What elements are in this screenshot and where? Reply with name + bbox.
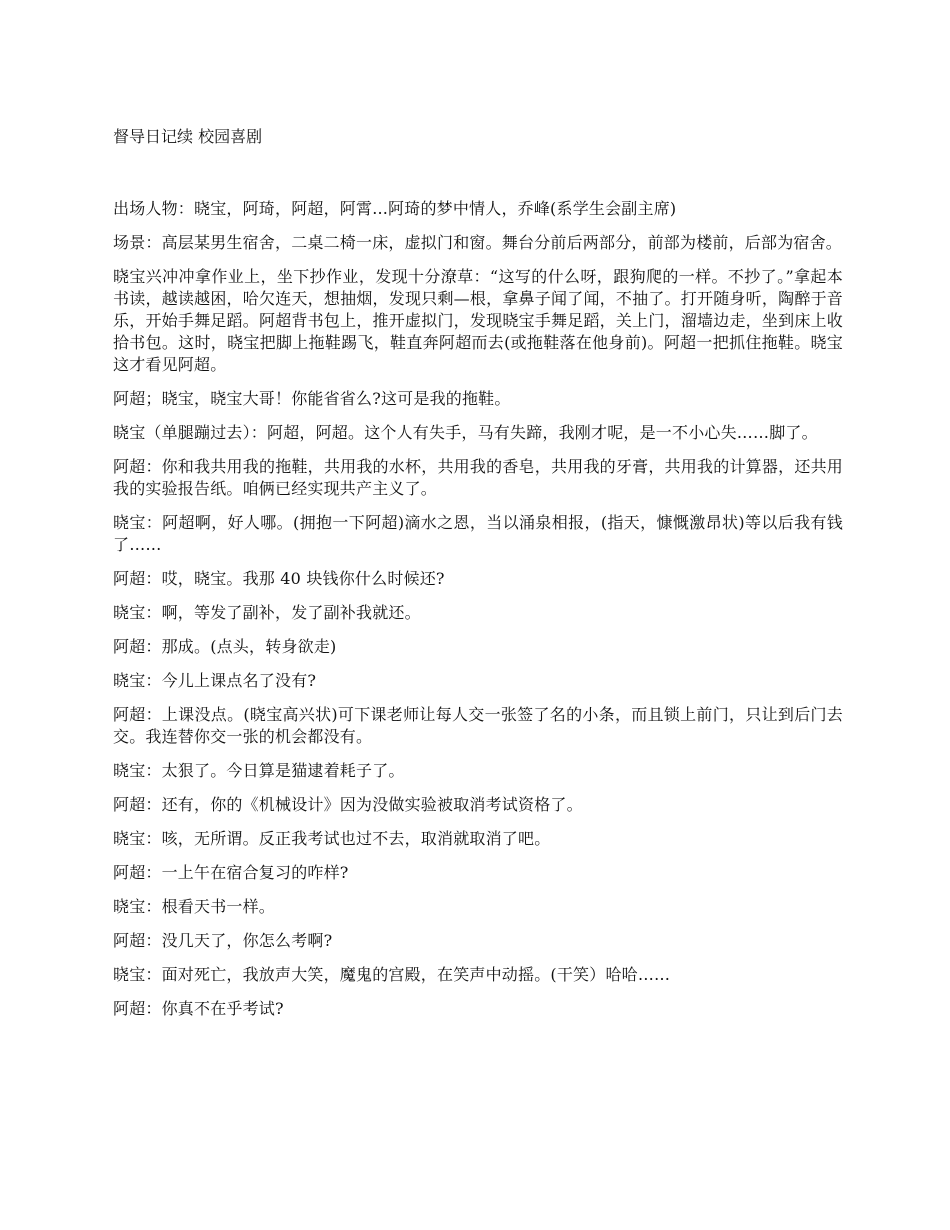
dialogue-line: 阿超：一上午在宿合复习的咋样? <box>113 863 349 882</box>
paragraph-stage-direction: 晓宝兴冲冲拿作业上，坐下抄作业，发现十分潦草：“这写的什么呀，跟狗爬的一样。不抄了。”拿起本书读，越读越困，哈欠连天，想抽烟，发现只剩—根，拿鼻子闻了闻，不抽了。打开随身听，陶醉于音乐，开始手舞足蹈。阿超背书包上，推开虚拟门，发现晓宝手舞足蹈，关上门，溜墙边走，坐到床上收拾书包。这时，晓宝把脚上拖鞋踢飞，鞋直奔阿超而去(或拖鞋落在他身前)。阿超一把抓住拖鞋。晓宝这才看见阿超。 <box>113 267 843 374</box>
dialogue-line: 晓宝（单腿蹦过去）：阿超，阿超。这个人有失手，马有失蹄，我刚才呢，是一不小心失……脚了。 <box>113 423 818 442</box>
dialogue-line: 晓宝：根看天书一样。 <box>113 897 276 916</box>
paragraph-scene: 场景：高层某男生宿舍，二桌二椅一床，虚拟门和窗。舞台分前后两部分，前部为楼前，后部为宿舍。 <box>113 233 843 252</box>
dialogue-line: 阿超：你真不在乎考试? <box>113 999 284 1018</box>
dialogue-line: 晓宝：今儿上课点名了没有? <box>113 671 317 690</box>
dialogue-line: 晓宝：面对死亡，我放声大笑，魔鬼的宫殿，在笑声中动摇。(干笑）哈哈…… <box>113 965 671 984</box>
dialogue-line: 晓宝：阿超啊，好人哪。(拥抱一下阿超)滴水之恩，当以涌泉相报，(指天，慷慨激昂状)等以后我有钱了…… <box>113 513 843 554</box>
dialogue-line: 阿超：上课没点。(晓宝高兴状)可下课老师让每人交一张签了名的小条，而且锁上前门，只让到后门去交。我连替你交一张的机会都没有。 <box>113 705 843 746</box>
dialogue-line: 阿超：还有，你的《机械设计》因为没做实验被取消考试资格了。 <box>113 795 583 814</box>
dialogue-line: 阿超：你和我共用我的拖鞋，共用我的水杯，共用我的香皂，共用我的牙膏，共用我的计算器，还共用我的实验报告纸。咱俩已经实现共产主义了。 <box>113 457 843 498</box>
document-title: 督导日记续 校园喜剧 <box>113 127 263 146</box>
paragraph-cast: 出场人物：晓宝，阿琦，阿超，阿霄...阿琦的梦中情人，乔峰(系学生会副主席) <box>113 199 677 218</box>
dialogue-line: 阿超；晓宝，晓宝大哥！你能省省么?这可是我的拖鞋。 <box>113 389 511 408</box>
dialogue-line: 阿超：哎，晓宝。我那 40 块钱你什么时候还? <box>113 569 445 588</box>
dialogue-line: 晓宝：啊，等发了副补，发了副补我就还。 <box>113 603 421 622</box>
dialogue-line: 阿超：那成。(点头，转身欲走) <box>113 637 337 656</box>
dialogue-line: 阿超：没几天了，你怎么考啊? <box>113 931 333 950</box>
dialogue-line: 晓宝：太狠了。今日算是猫逮着耗子了。 <box>113 761 405 780</box>
document-body <box>113 198 843 1032</box>
dialogue-line: 晓宝：咳，无所谓。反正我考试也过不去，取消就取消了吧。 <box>113 829 551 848</box>
